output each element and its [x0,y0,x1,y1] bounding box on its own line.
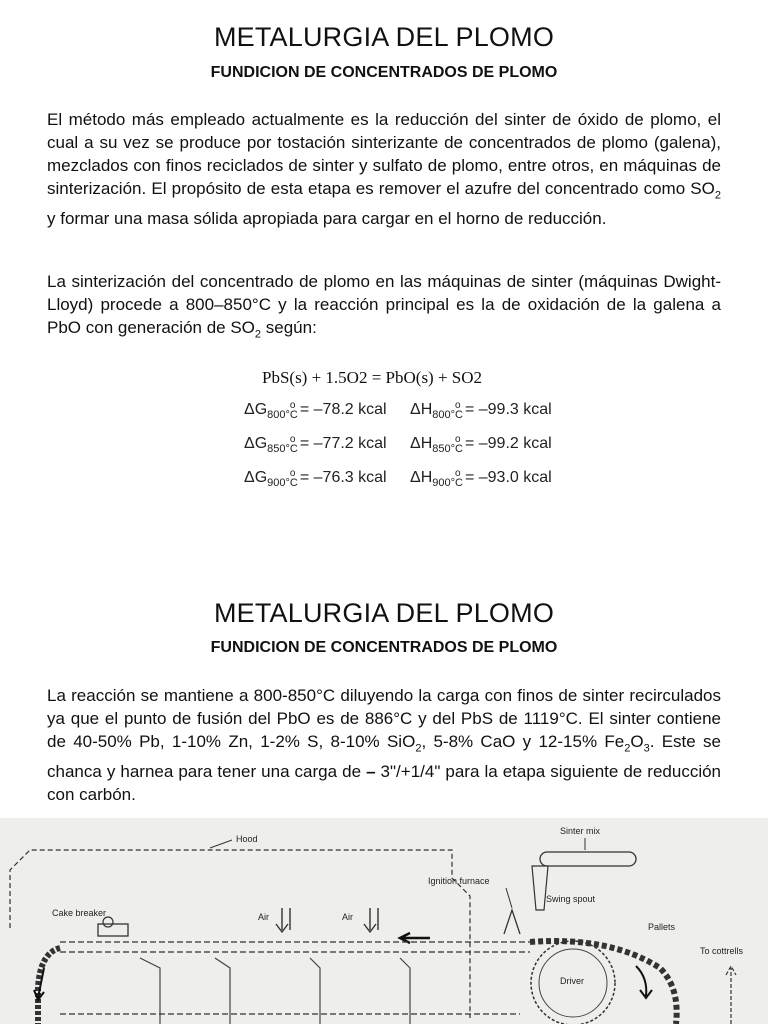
slide-1-subtitle: FUNDICION DE CONCENTRADOS DE PLOMO [210,64,558,81]
ignition-furnace-label: Ignition furnace [428,876,490,886]
delta-g-900: $\Delta G_{900^\circ C}^o = -76.3$ kcal [244,468,387,489]
delta-h-800: $\Delta H_{800^\circ C}^o = -99.3$ kcal [410,400,552,421]
delta-h-850: $\Delta H_{850^\circ C}^o = -99.2$ kcal [410,434,552,455]
air-arrow-1 [276,908,290,932]
cake-breaker-label: Cake breaker [52,908,107,918]
cake-breaker-box [98,924,128,936]
slide-1-paragraph-2: La sinterización del concentrado de plomo en las máquinas de sinter (máquinas Dwight-Lloyd) procede a 800–850°C y la reacción principal es la de oxidación de la galena a PbO con generación de $SO_2$ según: [47,272,721,341]
slide-2-subtitle: FUNDICION DE CONCENTRADOS DE PLOMO [210,639,558,656]
sinter-machine-drawing [0,818,768,1024]
swing-spout-label: Swing spout [546,894,596,904]
delta-h-900: $\Delta H_{900^\circ C}^o = -93.0$ kcal [410,468,552,489]
hood-leader [210,840,232,848]
sinter-mix-label: Sinter mix [560,826,601,836]
hood-outline [10,850,470,1018]
feed-conveyor [540,852,636,866]
driver-label: Driver [560,976,584,986]
ignition-leader [506,888,512,908]
slide-1-title: METALURGIA DEL PLOMO [213,22,555,52]
sinter-machine-diagram [0,818,768,1024]
slide-2-title: METALURGIA DEL PLOMO [213,598,555,628]
slide-2-paragraph: La reacción se mantiene a 800-850°C diluyendo la carga con finos de sinter recirculados ya que el punto de fusión del PbO es de 886°C y del PbS de 1119°C. El sinter contiene de 40-50% Pb, 1-10% Zn, 1-2% S, 8-10% SiO$_2$, 5-8% CaO y 12-15% $Fe_2O_3$. Este se chanca y harnea para tener una carga de – 3"/+1/4" para la etapa siguiente de reducción con carbón. [47,686,722,805]
delta-g-800: $\Delta G_{800^\circ C}^o = -78.2$ kcal [244,400,387,421]
ignition-furnace-shape [504,910,520,934]
delta-g-850: $\Delta G_{850^\circ C}^o = -77.2$ kcal [244,434,387,455]
pallets-label: Pallets [648,922,676,932]
air-label-2: Air [342,912,353,922]
hood-label: Hood [236,834,258,844]
to-cottrells-label: To cottrells [700,946,744,956]
reaction-equation: PbS(s) + 1.5O2 = PbO(s) + SO2 [262,368,483,387]
air-arrow-2 [364,908,378,932]
slide-1-paragraph-1: El método más empleado actualmente es la reducción del sinter de óxido de plomo, el cual a su vez se produce por tostación sinterizante de concentrados de plomo (galena), mezclados con finos reciclados de sinter y sulfato de plomo, entre otros, en máquinas de sinterización. El propósito de esta etapa es remover el azufre del concentrado como $SO_2$ y formar una masa sólida apropiada para cargar en el horno de reducción. [47,110,721,229]
return-arrow-right [636,966,652,998]
to-cottrells-arrow [726,966,736,1024]
air-label-1: Air [258,912,269,922]
cake-breaker-roll [103,917,113,927]
